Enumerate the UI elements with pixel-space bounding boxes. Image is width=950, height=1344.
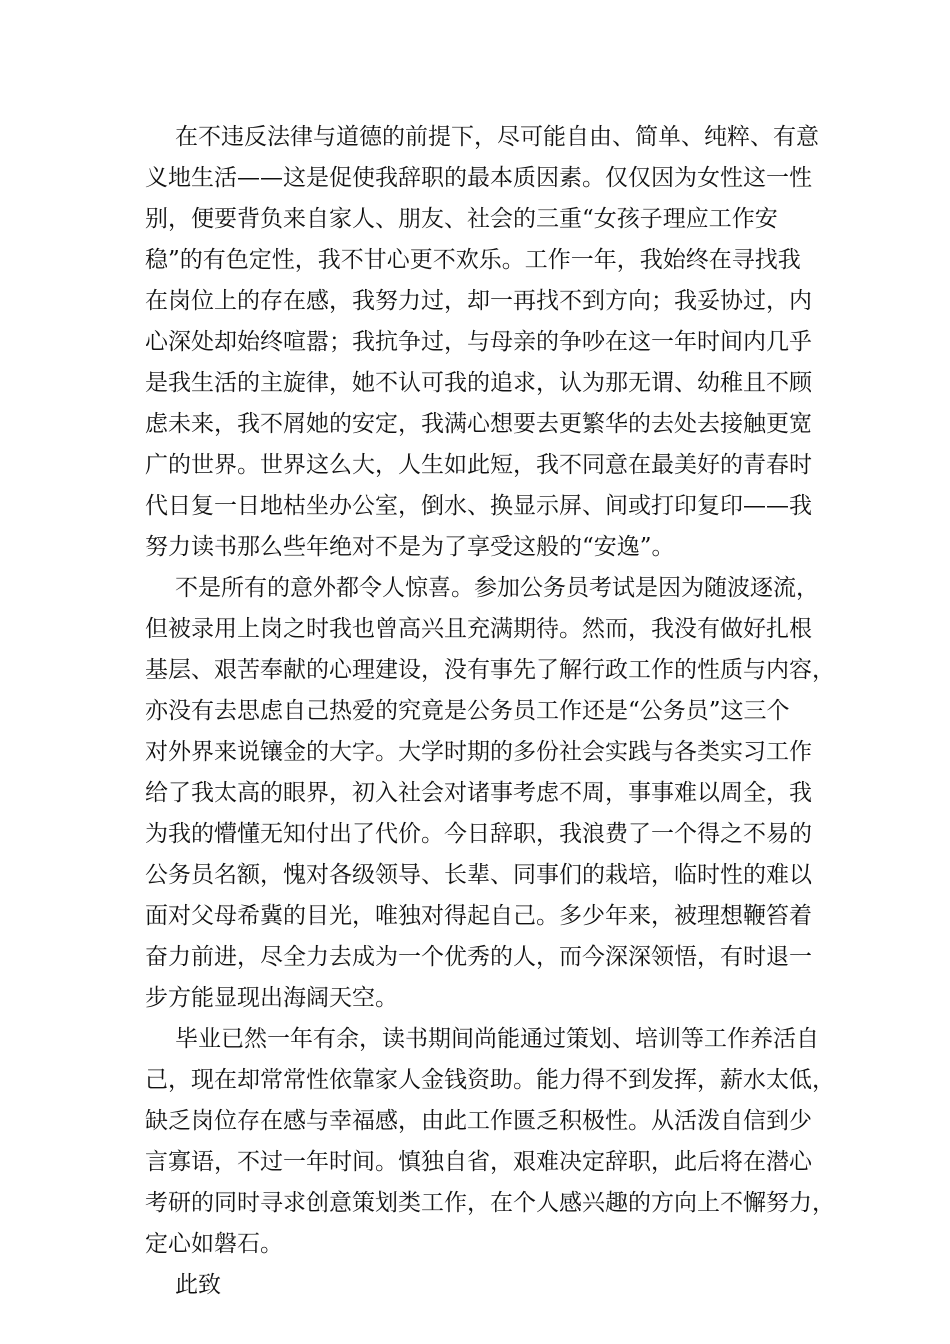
text-line: 是我生活的主旋律，她不认可我的追求，认为那无谓、幼稚且不顾 bbox=[145, 370, 812, 396]
text-line: 为我的懵懂无知付出了代价。今日辞职，我浪费了一个得之不易的 bbox=[145, 821, 812, 847]
text-line: 步方能显现出海阔天空。 bbox=[145, 985, 398, 1011]
text-line: 面对父母希冀的目光，唯独对得起自己。多少年来，被理想鞭笞着 bbox=[145, 903, 812, 929]
resignation-letter-body bbox=[145, 117, 835, 1306]
text-line: 公务员名额，愧对各级领导、长辈、同事们的栽培，临时性的难以 bbox=[145, 862, 812, 888]
text-line: 在不违反法律与道德的前提下，尽可能自由、简单、纯粹、有意 bbox=[175, 124, 819, 150]
text-line: 义地生活——这是促使我辞职的最本质因素。仅仅因为女性这一性 bbox=[145, 165, 812, 191]
text-line: 别，便要背负来自家人、朋友、社会的三重“女孩子理应工作安 bbox=[145, 206, 778, 232]
text-line: 广的世界。世界这么大，人生如此短，我不同意在最美好的青春时 bbox=[145, 452, 812, 478]
text-line: 言寡语，不过一年时间。慎独自省，艰难决定辞职，此后将在潜心 bbox=[145, 1149, 812, 1175]
text-line: 但被录用上岗之时我也曾高兴且充满期待。然而，我没有做好扎根 bbox=[145, 616, 812, 642]
text-line: 不是所有的意外都令人惊喜。参加公务员考试是因为随波逐流， bbox=[175, 575, 819, 601]
closing-salutation: 此致 bbox=[175, 1272, 221, 1298]
text-line: 奋力前进，尽全力去成为一个优秀的人，而今深深领悟，有时退一 bbox=[145, 944, 812, 970]
text-line: 给了我太高的眼界，初入社会对诸事考虑不周，事事难以周全，我 bbox=[145, 780, 812, 806]
text-line: 在岗位上的存在感，我努力过，却一再找不到方向；我妥协过，内 bbox=[145, 288, 812, 314]
text-line: 基层、艰苦奉献的心理建设，没有事先了解行政工作的性质与内容， bbox=[145, 657, 835, 683]
text-line: 心深处却始终喧嚣；我抗争过，与母亲的争吵在这一年时间内几乎 bbox=[145, 329, 812, 355]
text-line: 稳”的有色定性，我不甘心更不欢乐。工作一年，我始终在寻找我 bbox=[145, 247, 801, 273]
text-line: 虑未来，我不屑她的安定，我满心想要去更繁华的去处去接触更宽 bbox=[145, 411, 812, 437]
text-line: 缺乏岗位存在感与幸福感，由此工作匮乏积极性。从活泼自信到少 bbox=[145, 1108, 812, 1134]
text-line: 考研的同时寻求创意策划类工作，在个人感兴趣的方向上不懈努力， bbox=[145, 1190, 835, 1216]
text-line: 定心如磐石。 bbox=[145, 1231, 283, 1257]
text-line: 对外界来说镶金的大字。大学时期的多份社会实践与各类实习工作 bbox=[145, 739, 812, 765]
text-line: 己，现在却常常性依靠家人金钱资助。能力得不到发挥，薪水太低， bbox=[145, 1067, 835, 1093]
text-line: 努力读书那么些年绝对不是为了享受这般的“安逸”。 bbox=[145, 534, 675, 560]
text-line: 亦没有去思虑自己热爱的究竟是公务员工作还是“公务员”这三个 bbox=[145, 698, 790, 724]
text-line: 毕业已然一年有余，读书期间尚能通过策划、培训等工作养活自 bbox=[175, 1026, 819, 1052]
text-line: 代日复一日地枯坐办公室，倒水、换显示屏、间或打印复印——我 bbox=[145, 493, 812, 519]
